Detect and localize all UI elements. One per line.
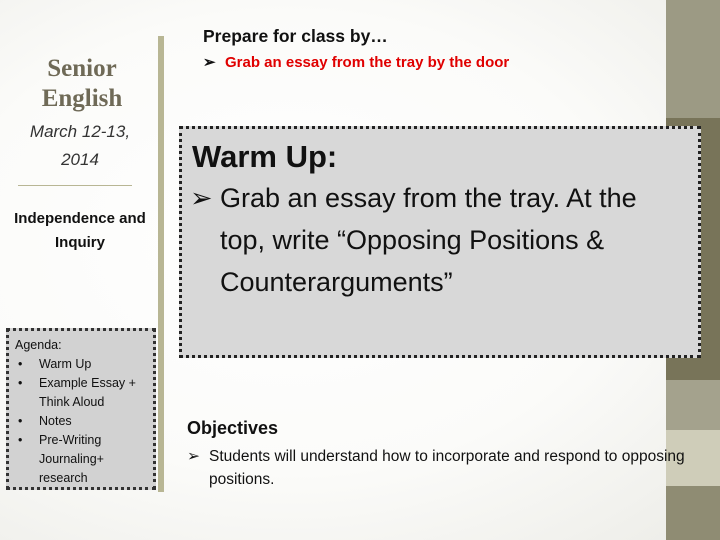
- arrow-bullet-icon: ➢: [187, 448, 200, 465]
- prepare-item-text: Grab an essay from the tray by the door: [225, 54, 510, 71]
- agenda-list: [15, 355, 147, 488]
- objectives-body: [187, 445, 687, 491]
- slide-subtitle: Independence and Inquiry: [14, 210, 146, 251]
- agenda-heading: Agenda:: [15, 338, 62, 352]
- stripe: [666, 0, 720, 118]
- warmup-body: [192, 177, 688, 303]
- agenda-item: • Warm Up: [39, 355, 147, 374]
- stripe: [666, 486, 720, 540]
- arrow-bullet-icon: ➢: [203, 54, 216, 71]
- agenda-box: [6, 328, 156, 490]
- slide-title: Senior English: [41, 55, 123, 112]
- slide-date: March 12-13, 2014: [29, 122, 131, 169]
- objectives-heading: Objectives: [187, 418, 279, 438]
- objectives-body-text: Students will understand how to incorporate and respond to opposing positions.: [209, 448, 685, 488]
- horizontal-divider: [18, 185, 132, 186]
- agenda-item: • Example Essay + Think Aloud: [39, 374, 147, 412]
- warmup-body-text: Grab an essay from the tray. At the top, write “Opposing Positions & Counterarguments”: [220, 183, 637, 297]
- arrow-bullet-icon: ➢: [190, 183, 213, 213]
- prepare-item: [203, 53, 509, 71]
- agenda-item: • Notes: [39, 412, 147, 431]
- prepare-heading: Prepare for class by…: [203, 26, 388, 46]
- warmup-box: [179, 126, 701, 358]
- vertical-divider: [158, 36, 164, 492]
- warmup-heading: Warm Up:: [192, 139, 338, 174]
- agenda-item: • Pre-Writing Journaling+ research: [39, 431, 147, 488]
- stripe: [666, 380, 720, 430]
